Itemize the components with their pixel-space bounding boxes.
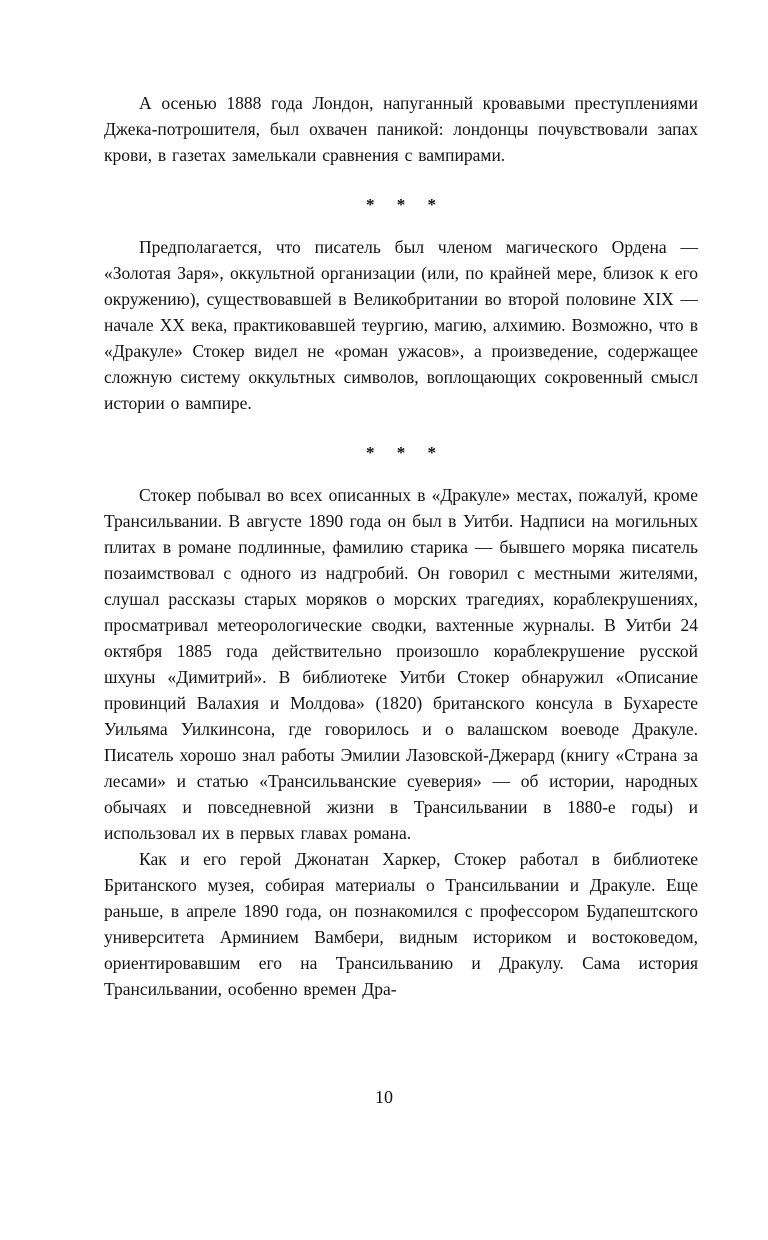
page-number: 10 — [375, 1087, 393, 1107]
section-separator-2: * * * — [366, 443, 445, 462]
paragraph-jack-the-ripper: А осенью 1888 года Лондон, напуганный кровавыми преступлениями Джека-потрошителя, был охвачен паникой: лондонцы почувствовали запах крови, в газетах замелькали сравнения с вампирами. — [104, 93, 698, 165]
paragraph-golden-dawn: Предполагается, что писатель был членом магического Ордена — «Золотая Заря», оккультной организации (или, по крайней мере, близок к его окружению), существовавшей в Великобритании во второй половине XIX — начале XX века, практиковавшей теургию, магию, алхимию. Возможно, что в «Дракуле» Стокер видел не «роман ужасов», а произведение, содержащее сложную систему оккультных символов, воплощающих сокровенный смысл истории о вампире. — [104, 237, 698, 413]
paragraph-british-museum: Как и его герой Джонатан Харкер, Стокер работал в библиотеке Британского музея, собирая материалы о Трансильвании и Дракуле. Еще раньше, в апреле 1890 года, он познакомился с профессором Будапештского университета Арминием Вамбери, видным историком и востоковедом, ориентировавшим его на Трансильванию и Дракулу. Сама история Трансильвании, особенно времен Дра- — [104, 849, 698, 999]
section-separator-1: * * * — [366, 195, 445, 214]
paragraph-whitby-research: Стокер побывал во всех описанных в «Дракуле» местах, пожалуй, кроме Трансильвании. В августе 1890 года он был в Уитби. Надписи на могильных плитах в романе подлинные, фамилию старика — бывшего моряка писатель позаимствовал с одного из надгробий. Он говорил с местными жителями, слушал рассказы старых моряков о морских трагедиях, кораблекрушениях, просматривал метеорологические сводки, вахтенные журналы. В Уитби 24 октября 1885 года действительно произошло кораблекрушение русской шхуны «Димитрий». В библиотеке Уитби Стокер обнаружил «Описание провинций Валахия и Молдова» (1820) британского консула в Бухаресте Уильяма Уилкинсона, где говорилось и о валашском воеводе Дракуле. Писатель хорошо знал работы Эмилии Лазовской-Джерард (книгу «Страна за лесами» и статью «Трансильванские суеверия» — об истории, народных обычаях и повседневной жизни в Трансильвании в 1880-е годы) и использовал их в первых главах романа. — [104, 485, 698, 843]
